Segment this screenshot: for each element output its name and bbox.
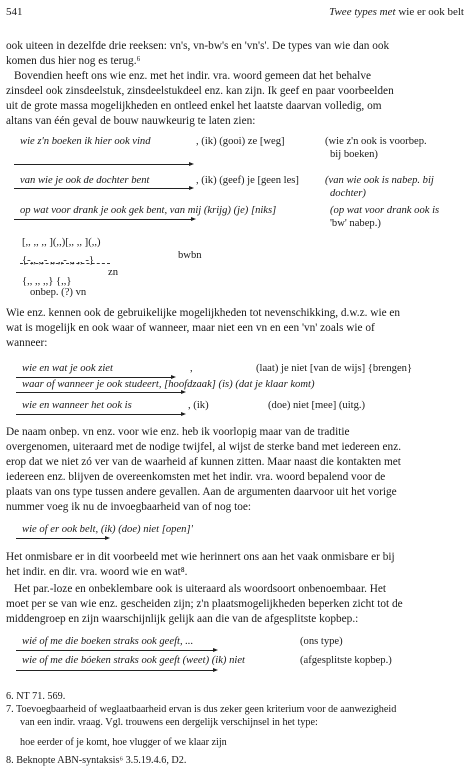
footnote-7-line-1: 7. Toevoegbaarheid of weglaatbaarheid ervan is dus zeker geen kriterium voor de aanwezigheid bbox=[6, 704, 397, 715]
ex2-row1-left: wie en wat je ook ziet bbox=[22, 363, 113, 374]
ex1-row1-arrow bbox=[14, 164, 192, 166]
parse-row-4: zn bbox=[108, 267, 118, 278]
parse-row-3: {-,, ,,- ,, ,,- ,, ,, -} bbox=[22, 255, 94, 266]
ex4-row2-right: (afgesplitste kopbep.) bbox=[300, 655, 392, 666]
p2-line-1: Bovendien heeft ons wie enz. met het indir. vra. woord gemeen dat het behalve bbox=[14, 70, 371, 82]
ex1-row3-note1: (op wat voor drank ook is bbox=[330, 205, 440, 216]
p6-line-2: moet per se van wie enz. gescheiden zijn; z'n plaatsmogelijkheden beperken zicht tot de bbox=[6, 598, 403, 610]
ex2-row2-arrow bbox=[16, 392, 184, 394]
ex4-row2-arrow bbox=[16, 670, 216, 672]
p4-line-1: De naam onbep. vn enz. voor wie enz. heb ik voorlopig maar van de traditie bbox=[6, 426, 350, 438]
p5-line-2: het indir. en dir. vra. woord wie en wat⁸. bbox=[6, 566, 188, 578]
footnote-7-example: hoe eerder of je komt, hoe vlugger of we klaar zijn bbox=[20, 737, 227, 748]
ex1-row2-left: van wie je ook de dochter bent bbox=[20, 175, 150, 186]
p4-line-5: plaats van ons type tussen andere gevallen. Aan de argumenten daarvoor uit het vorige bbox=[6, 486, 397, 498]
ex1-row2-note2: dochter) bbox=[330, 188, 366, 199]
running-title-b: wie er ook belt bbox=[398, 6, 464, 18]
ex4-row1-right: (ons type) bbox=[300, 636, 343, 647]
p3-line-3: wanneer: bbox=[6, 337, 48, 349]
ex4-row1-arrow bbox=[16, 650, 216, 652]
running-title-a: Twee types met bbox=[329, 6, 399, 18]
ex2-row3-arrow bbox=[16, 414, 184, 416]
p6-line-1: Het par.-loze en onbeklembare ook is uiteraard als woordsoort onbenoembaar. Het bbox=[14, 583, 387, 595]
parse-row-6: onbep. (?) vn bbox=[30, 287, 87, 298]
p4-line-6: nummer voeg ik nu de invoegbaarheid van of nog toe: bbox=[6, 501, 252, 513]
p4-line-4: iedereen enz. blijven de overeenkomsten met het indir. vra. woord bepalend voor de bbox=[6, 471, 386, 483]
ex1-row1-note2: bij boeken) bbox=[330, 149, 378, 160]
p4-line-2: overgenomen, uiteraard met de nodige twijfel, al wijst de sterke band met iedereen enz. bbox=[6, 441, 402, 453]
ex3-line: wie of er ook belt, (ik) (doe) niet [open]' bbox=[22, 524, 193, 535]
p2-line-3: uit de grote massa mogelijkheden en ontleed enkel het laatste daarvan volledig, om bbox=[6, 100, 382, 112]
p6-line-3: middengroep en zijn waarschijnlijk gelijk aan die van de afgesplitste kopbep.: bbox=[6, 613, 359, 625]
parse-row-1: [,, ,, ,, ](,,)[,, ,, ](,,) bbox=[22, 237, 101, 248]
footnote-6: 6. NT 71. 569. bbox=[6, 691, 66, 702]
ex4-row1-left: wié of me die boeken straks ook geeft, ... bbox=[22, 636, 194, 647]
ex1-row3-left: op wat voor drank je ook gek bent, van mij (krijg) (je) [niks] bbox=[20, 205, 277, 216]
p5-line-1: Het onmisbare er in dit voorbeeld met wie herinnert ons aan het vaak onmisbare er bij bbox=[6, 551, 395, 563]
ex1-row1-left: wie z'n boeken ik hier ook vind bbox=[20, 136, 151, 147]
ex1-row3-arrow bbox=[14, 219, 194, 221]
ex1-row2-arrow bbox=[14, 188, 192, 190]
p1-line-2: komen dus hier nog es terug.⁶ bbox=[6, 55, 141, 67]
p3-line-1: Wie enz. kennen ook de gebruikelijke mogelijkheden tot nevenschikking, d.w.z. wie en bbox=[6, 307, 401, 319]
ex3-arrow bbox=[16, 538, 108, 540]
ex1-row3-note2: 'bw' nabep.) bbox=[330, 218, 381, 229]
p2-line-4: altans van één geval de bouw nauwkeurig te laten zien: bbox=[6, 115, 256, 127]
ex2-row2-left: waar of wanneer je ook studeert, [hoofdzaak] (is) (dat je klaar komt) bbox=[22, 379, 315, 390]
ex1-row2-mid: , (ik) (geef) je [geen les] bbox=[196, 175, 299, 186]
parse-row-2: bwbn bbox=[178, 250, 202, 261]
ex4-row2-left: wie of me die bóeken straks ook geeft (weet) (ik) niet bbox=[22, 655, 245, 666]
page-number: 541 bbox=[6, 6, 23, 18]
ex2-row1-mid: , bbox=[190, 363, 193, 374]
ex2-row3-right: (doe) niet [mee] (uitg.) bbox=[268, 400, 366, 411]
p3-line-2: wat is mogelijk en ook waar of wanneer, maar niet een vn en een 'vn' zoals wie of bbox=[6, 322, 375, 334]
ex1-row1-note1: (wie z'n ook is voorbep. bbox=[325, 136, 427, 147]
ex1-row2-note1: (van wie ook is nabep. bij bbox=[325, 175, 434, 186]
p4-line-3: erop dat we niet zó ver van de waarheid af kunnen zitten. Maar naast die kontakten met bbox=[6, 456, 401, 468]
p2-line-2: zinsdeel ook zinsdeelstuk, zinsdeelstukdeel enz. kan zijn. Ik geef en paar voorbeelden bbox=[6, 85, 394, 97]
ex2-row3-mid: , (ik) bbox=[188, 400, 209, 411]
footnote-7-line-2: van een indir. vraag. Vgl. trouwens een dergelijk verschijnsel in het type: bbox=[20, 717, 318, 728]
running-title bbox=[329, 6, 464, 19]
ex1-row1-mid: , (ik) (gooi) ze [weg] bbox=[196, 136, 285, 147]
ex2-row1-right: (laat) je niet [van de wijs] {brengen} bbox=[256, 363, 413, 374]
footnote-8: 8. Beknopte ABN-syntaksis⁶ 3.5.19.4.6, D2. bbox=[6, 755, 187, 766]
parse-row-5: {,, ,, ,,} {,,} bbox=[22, 276, 72, 287]
ex2-row3-left: wie en wanneer het ook is bbox=[22, 400, 132, 411]
p1-line-1: ook uiteen in dezelfde drie reeksen: vn's, vn-bw's en 'vn's'. De types van wie dan ook bbox=[6, 40, 390, 52]
